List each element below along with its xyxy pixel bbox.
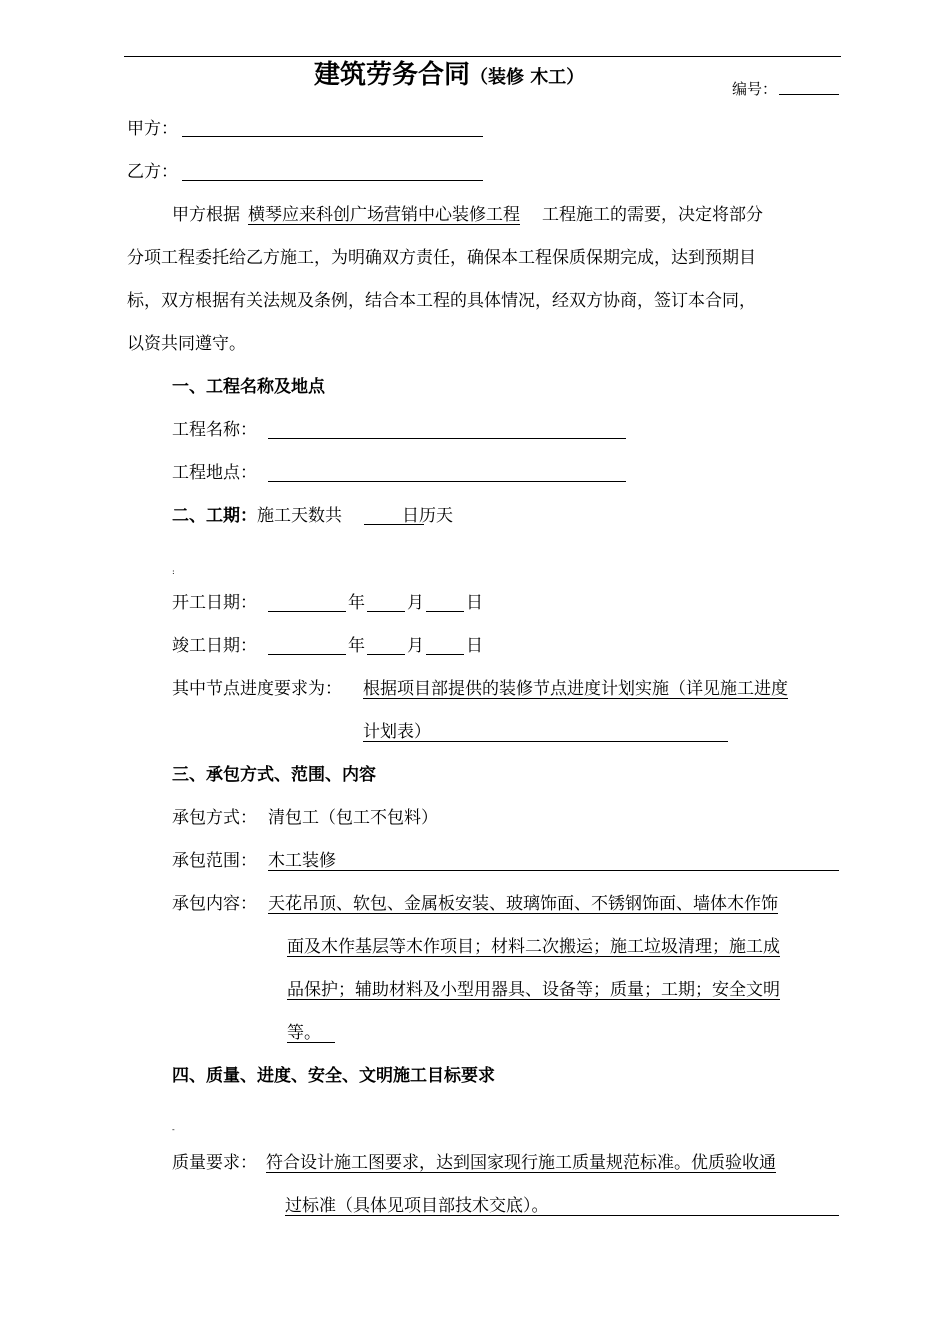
- milestone-label: 其中节点进度要求为：: [172, 679, 342, 699]
- milestone-line-2: 计划表）: [363, 722, 431, 742]
- start-year-unit: 年: [348, 593, 365, 613]
- end-year-unit: 年: [348, 636, 365, 656]
- section-2-heading: 二、工期：: [172, 506, 257, 526]
- project-location-label: 工程地点：: [172, 463, 257, 483]
- contract-content-label: 承包内容：: [172, 894, 257, 914]
- start-month-unit: 月: [407, 593, 424, 613]
- page-title: [314, 60, 584, 90]
- intro-line-3: 标，双方根据有关法规及条例，结合本工程的具体情况，经双方协商，签订本合同，: [127, 291, 756, 311]
- start-year-field[interactable]: [268, 611, 346, 612]
- start-month-field[interactable]: [367, 611, 405, 612]
- project-location-field[interactable]: [268, 481, 626, 482]
- contract-scope-label: 承包范围：: [172, 851, 257, 871]
- contract-content-line-3: 品保护；辅助材料及小型用器具、设备等；质量；工期；安全文明: [287, 980, 780, 1000]
- end-day-field[interactable]: [426, 654, 464, 655]
- duration-days-field[interactable]: [364, 524, 424, 525]
- contract-number-label: 编号：: [732, 80, 778, 98]
- intro-project-name: 横琴应来科创广场营销中心装修工程: [248, 205, 520, 225]
- end-month-field[interactable]: [367, 654, 405, 655]
- party-b-label: 乙方：: [127, 162, 178, 182]
- section-4-heading: 四、质量、进度、安全、文明施工目标要求: [172, 1066, 495, 1086]
- contract-scope-value: 木工装修: [268, 851, 336, 871]
- header-rule: [124, 56, 841, 57]
- end-month-unit: 月: [407, 636, 424, 656]
- contract-mode-value: 清包工（包工不包料）: [268, 808, 438, 828]
- intro-line-2: 分项工程委托给乙方施工，为明确双方责任，确保本工程保质保期完成，达到预期目: [127, 248, 756, 268]
- quality-line-2: 过标准（具体见项目部技术交底）。: [285, 1196, 549, 1216]
- quality-underline: [285, 1215, 839, 1216]
- title-subtitle: （装修 木工）: [470, 67, 585, 88]
- milestone-underline: [363, 741, 728, 742]
- contract-content-line-4: 等。: [287, 1023, 321, 1043]
- party-a-field[interactable]: [182, 136, 483, 137]
- contract-number-field[interactable]: [779, 94, 839, 95]
- section-1-heading: 一、工程名称及地点: [172, 377, 325, 397]
- contract-content-underline: [287, 1042, 335, 1043]
- contract-content-line-2: 面及木作基层等木作项目；材料二次搬运；施工垃圾清理；施工成: [287, 937, 780, 957]
- contract-content-line-1: 天花吊顶、软包、金属板安装、玻璃饰面、不锈钢饰面、墙体木作饰: [268, 894, 778, 914]
- quality-label: 质量要求：: [172, 1153, 257, 1173]
- stray-mark-2: -: [172, 1125, 175, 1134]
- duration-suffix: 日历天: [402, 506, 453, 526]
- end-year-field[interactable]: [268, 654, 346, 655]
- section-3-heading: 三、承包方式、范围、内容: [172, 765, 376, 785]
- intro-line-1: [172, 205, 763, 225]
- intro-prefix: 甲方根据: [172, 205, 240, 225]
- milestone-line-1: 根据项目部提供的装修节点进度计划实施（详见施工进度: [363, 679, 788, 699]
- start-date-label: 开工日期：: [172, 593, 257, 613]
- quality-line-1: 符合设计施工图要求，达到国家现行施工质量规范标准。优质验收通: [266, 1153, 776, 1173]
- start-day-field[interactable]: [426, 611, 464, 612]
- project-name-field[interactable]: [268, 438, 626, 439]
- stray-mark: :: [172, 567, 175, 576]
- project-name-label: 工程名称：: [172, 420, 257, 440]
- start-day-unit: 日: [466, 593, 483, 613]
- contract-mode-label: 承包方式：: [172, 808, 257, 828]
- party-b-field[interactable]: [182, 180, 483, 181]
- title-main: 建筑劳务合同: [314, 60, 471, 90]
- duration-prefix: 施工天数共: [257, 506, 342, 526]
- intro-line-4: 以资共同遵守。: [127, 334, 246, 354]
- contract-scope-underline: [268, 870, 839, 871]
- intro-line1-rest: 工程施工的需要，决定将部分: [542, 205, 763, 225]
- end-day-unit: 日: [466, 636, 483, 656]
- duration-line: [172, 506, 453, 526]
- party-a-label: 甲方：: [127, 119, 178, 139]
- end-date-label: 竣工日期：: [172, 636, 257, 656]
